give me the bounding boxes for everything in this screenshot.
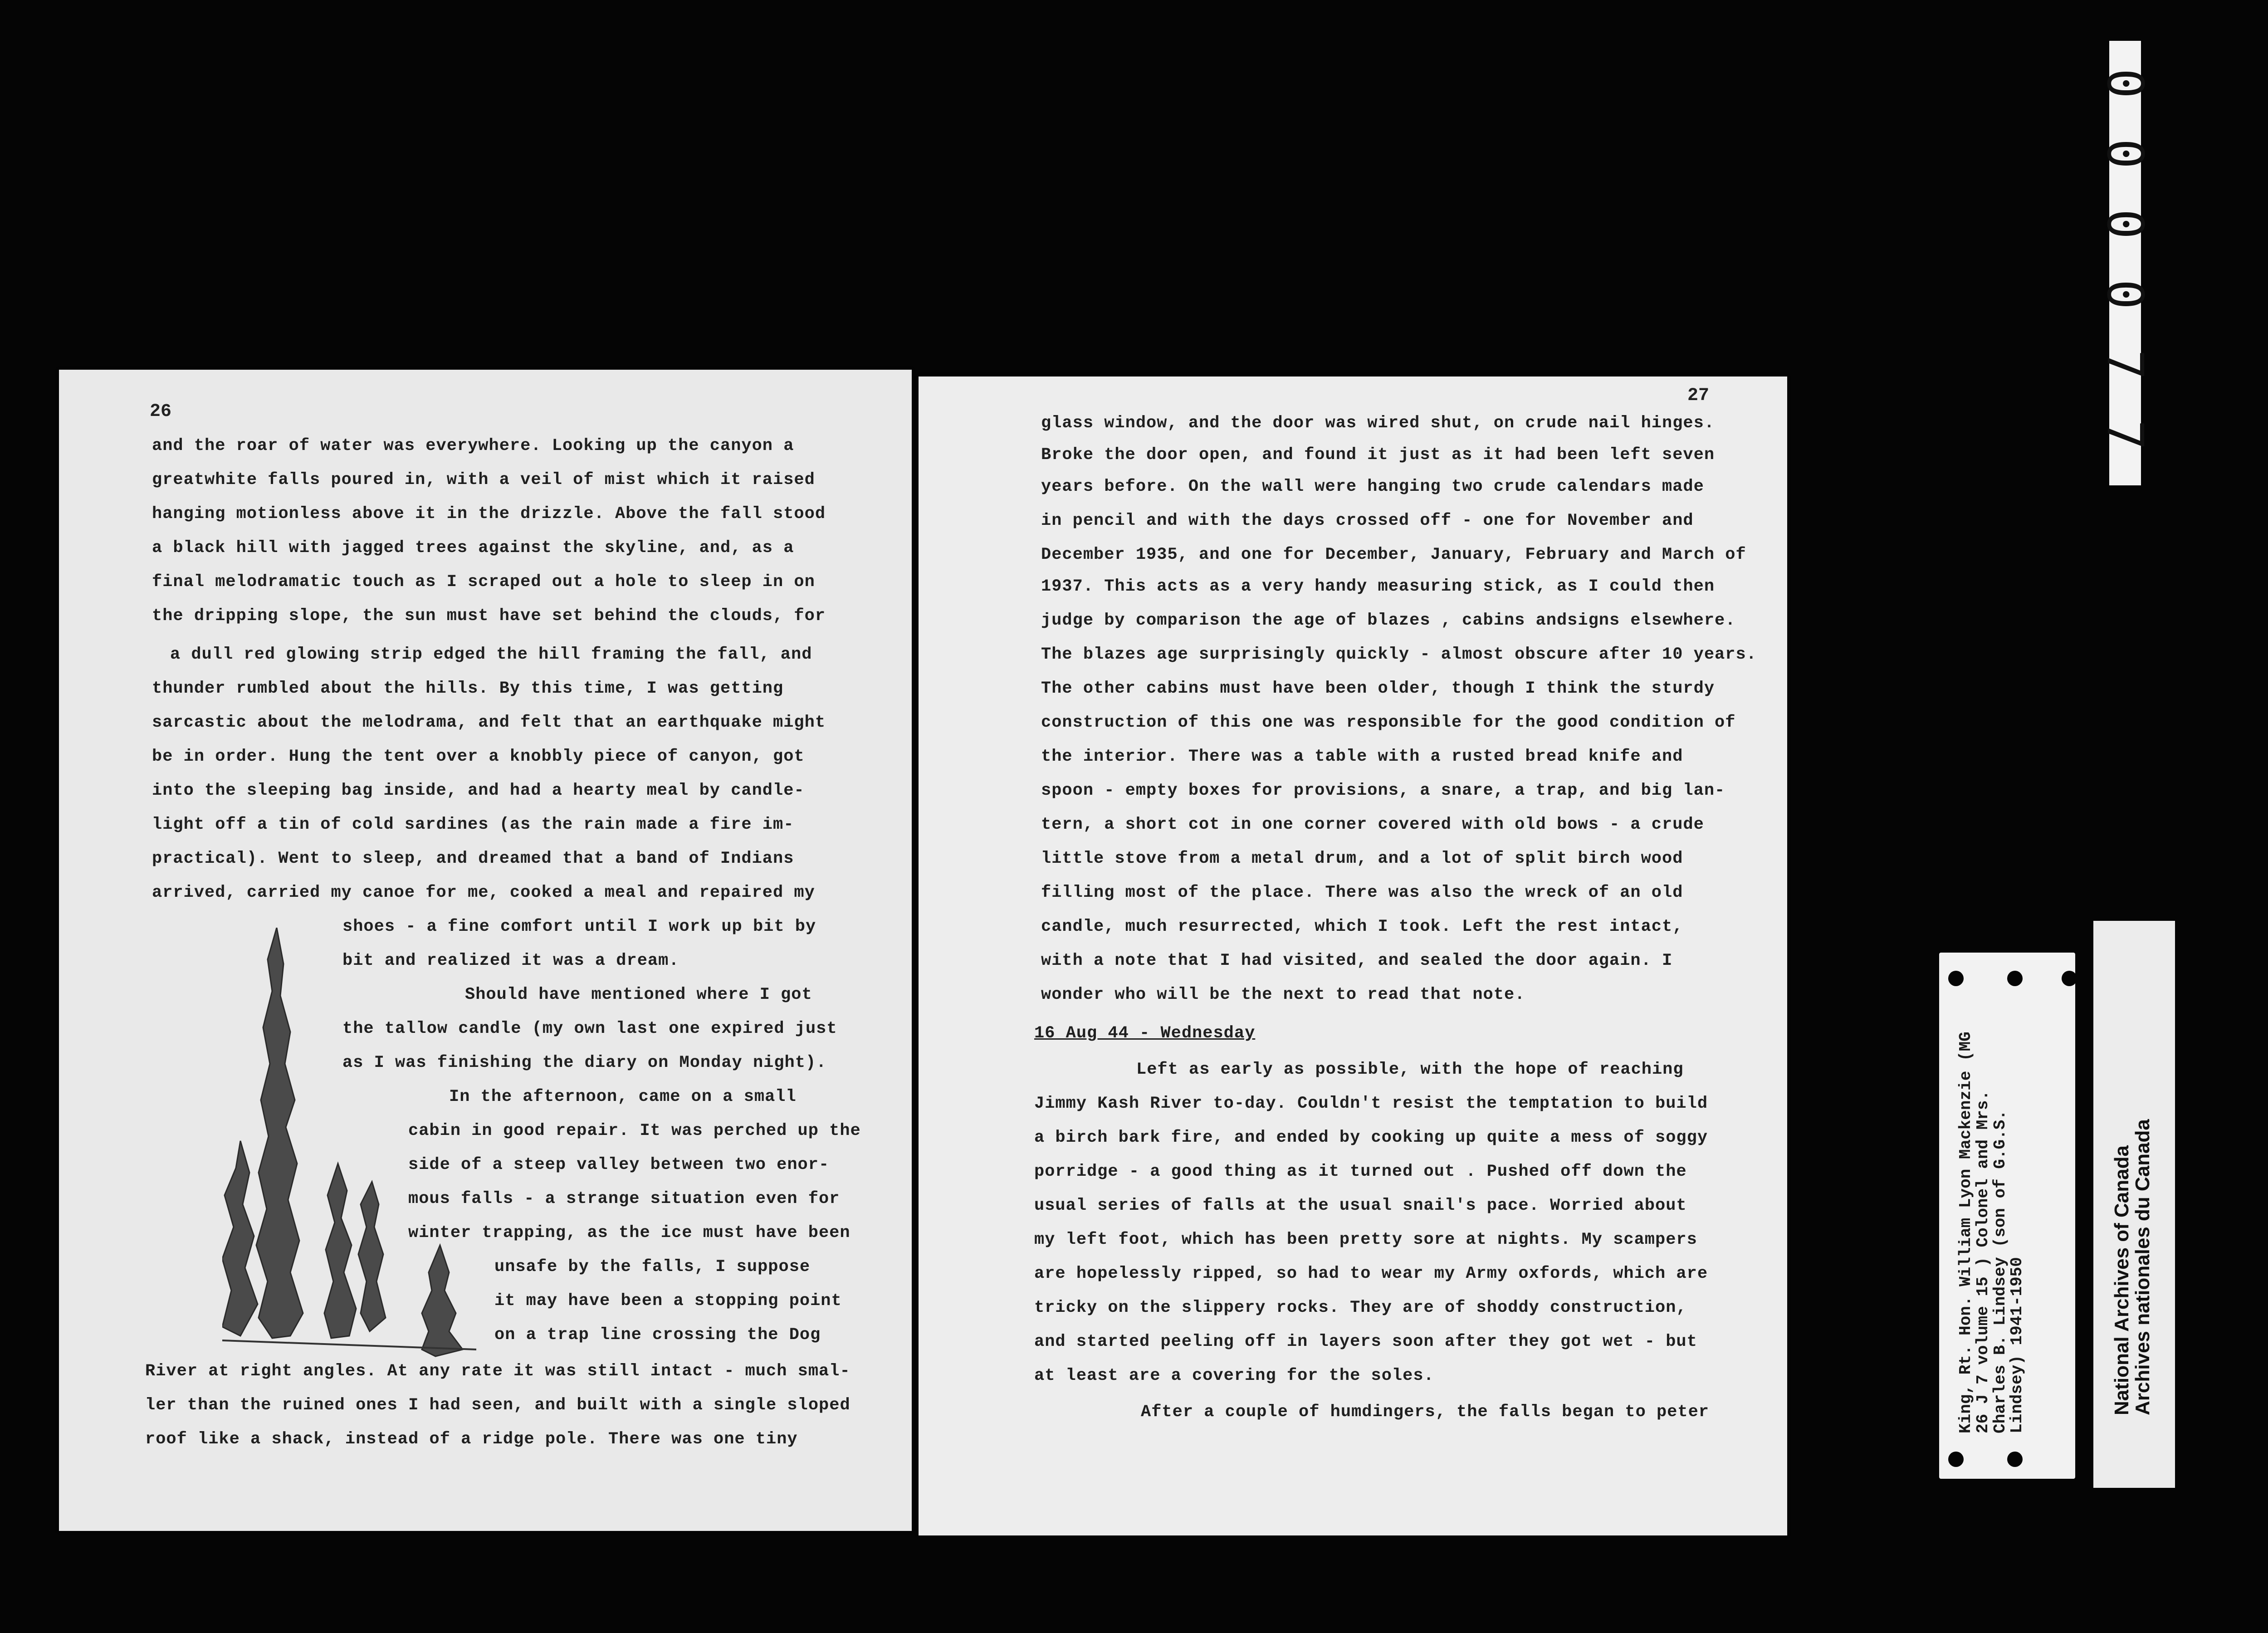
text-line: and the roar of water was everywhere. Looking up the canyon a	[152, 436, 794, 455]
catalog-line: 26 J 7 volume 15 ) Colonel and Mrs.	[1973, 1090, 1992, 1433]
text-line: ler than the ruined ones I had seen, and built with a single sloped	[145, 1396, 850, 1415]
text-line: thunder rumbled about the hills. By this time, I was getting	[152, 679, 784, 698]
text-line: with a note that I had visited, and sealed the door again. I	[1041, 951, 1673, 970]
text-line: candle, much resurrected, which I took. Left the rest intact,	[1041, 917, 1683, 936]
text-line: a birch bark fire, and ended by cooking up quite a mess of soggy	[1034, 1128, 1708, 1147]
text-line: cabin in good repair. It was perched up the	[408, 1121, 861, 1140]
tree-mid-small	[358, 1182, 386, 1331]
text-line: final melodramatic touch as I scraped out a hole to sleep in on	[152, 572, 815, 592]
text-line: greatwhite falls poured in, with a veil of mist which it raised	[152, 470, 815, 489]
text-line: practical). Went to sleep, and dreamed that a band of Indians	[152, 849, 794, 868]
text-line: 1937. This acts as a very handy measuring stick, as I could then	[1041, 577, 1715, 596]
text-line: Jimmy Kash River to-day. Couldn't resist the temptation to build	[1034, 1094, 1708, 1113]
diary-date-heading: 16 Aug 44 - Wednesday	[1034, 1024, 1256, 1043]
text-line: be in order. Hung the tent over a knobbly piece of canyon, got	[152, 747, 805, 766]
text-line: River at right angles. At any rate it was still intact - much smal-	[145, 1362, 850, 1381]
text-line: side of a steep valley between two enor-	[408, 1155, 830, 1174]
frame-digit: 0	[2096, 209, 2154, 240]
text-line: unsafe by the falls, I suppose	[494, 1257, 811, 1276]
frame-digit: 0	[2096, 279, 2154, 310]
catalog-line: Charles B. Lindsey (son of G.G.S.	[1990, 1110, 2009, 1433]
text-line: porridge - a good thing as it turned out . Pushed off down the	[1034, 1162, 1687, 1181]
archive-label-text	[2112, 962, 2153, 1415]
text-line: are hopelessly ripped, so had to wear my Army oxfords, which are	[1034, 1264, 1708, 1283]
text-line: at least are a covering for the soles.	[1034, 1366, 1434, 1385]
text-line: as I was finishing the diary on Monday night).	[342, 1053, 827, 1072]
text-line: Broke the door open, and found it just as it had been left seven	[1041, 445, 1715, 464]
frame-digit: 7	[2096, 420, 2154, 450]
tree-small	[422, 1245, 463, 1356]
archive-label	[2093, 921, 2175, 1488]
frame-digit: 7	[2096, 349, 2154, 380]
text-line: Left as early as possible, with the hope of reaching	[1136, 1060, 1684, 1079]
text-line: judge by comparison the age of blazes , cabins andsigns elsewhere.	[1041, 611, 1736, 630]
text-line: After a couple of humdingers, the falls began to peter	[1141, 1403, 1709, 1422]
text-line: filling most of the place. There was also the wreck of an old	[1041, 883, 1683, 902]
catalog-line: King, Rt. Hon. William Lyon Mackenzie (MG	[1956, 1032, 1975, 1433]
text-line: December 1935, and one for December, January, February and March of	[1041, 545, 1746, 564]
text-line: my left foot, which has been pretty sore at nights. My scampers	[1034, 1230, 1697, 1249]
frame-digit: 0	[2096, 138, 2154, 169]
tree-tall	[256, 928, 303, 1338]
text-line: a black hill with jagged trees against the skyline, and, as a	[152, 538, 794, 557]
text-line: The blazes age surprisingly quickly - almost obscure after 10 years.	[1041, 645, 1757, 664]
diary-page-left	[59, 370, 912, 1531]
text-line: usual series of falls at the usual snail's pace. Worried about	[1034, 1196, 1687, 1215]
archive-name-fr: Archives nationales du Canada	[2131, 1119, 2154, 1415]
text-line: on a trap line crossing the Dog	[494, 1325, 821, 1345]
text-line: In the afternoon, came on a small	[449, 1087, 797, 1106]
text-line: years before. On the wall were hanging two crude calendars made	[1041, 477, 1704, 496]
text-line: wonder who will be the next to read that note.	[1041, 985, 1525, 1004]
text-line: roof like a shack, instead of a ridge pole. There was one tiny	[145, 1430, 798, 1449]
text-line: the dripping slope, the sun must have set behind the clouds, for	[152, 606, 826, 626]
text-line: the interior. There was a table with a rusted bread knife and	[1041, 747, 1683, 766]
punch-hole	[2007, 1452, 2023, 1467]
text-line: the tallow candle (my own last one expired just	[342, 1019, 837, 1038]
text-line: a dull red glowing strip edged the hill framing the fall, and	[170, 645, 812, 664]
text-line: and started peeling off in layers soon after they got wet - but	[1034, 1332, 1697, 1351]
archive-name-en: National Archives of Canada	[2111, 1145, 2133, 1415]
text-line: in pencil and with the days crossed off - one for November and	[1041, 511, 1694, 530]
catalog-line: Lindsey) 1941-1950	[2008, 1257, 2027, 1433]
page-number: 26	[150, 401, 172, 422]
frame-digit: 0	[2096, 68, 2154, 99]
text-line: hanging motionless above it in the drizzle. Above the fall stood	[152, 504, 826, 523]
text-line: tern, a short cot in one corner covered with old bows - a crude	[1041, 815, 1704, 834]
text-line: sarcastic about the melodrama, and felt that an earthquake might	[152, 713, 826, 732]
page-number: 27	[1687, 386, 1710, 406]
text-line: bit and realized it was a dream.	[342, 951, 679, 970]
text-line: spoon - empty boxes for provisions, a snare, a trap, and big lan-	[1041, 781, 1725, 800]
diary-page-right	[919, 376, 1787, 1535]
text-line: arrived, carried my canoe for me, cooked a meal and repaired my	[152, 883, 815, 902]
catalog-text	[1957, 934, 2026, 1433]
text-line: into the sleeping bag inside, and had a hearty meal by candle-	[152, 781, 805, 800]
tree-middle	[324, 1164, 356, 1338]
text-line: it may have been a stopping point	[494, 1291, 842, 1310]
text-line: construction of this one was responsible for the good condition of	[1041, 713, 1736, 732]
frame-number-strip	[2096, 41, 2154, 485]
text-line: light off a tin of cold sardines (as the rain made a fire im-	[152, 815, 794, 834]
text-line: little stove from a metal drum, and a lot of split birch wood	[1041, 849, 1683, 868]
punch-hole	[2062, 971, 2077, 986]
text-line: shoes - a fine comfort until I work up bit by	[342, 917, 816, 936]
text-line: mous falls - a strange situation even for	[408, 1189, 840, 1208]
text-line: Should have mentioned where I got	[465, 985, 812, 1004]
catalog-tag	[1939, 953, 2075, 1479]
text-line: winter trapping, as the ice must have been	[408, 1223, 850, 1242]
tree-left	[222, 1141, 258, 1336]
text-line: tricky on the slippery rocks. They are of shoddy construction,	[1034, 1298, 1687, 1317]
text-line: The other cabins must have been older, though I think the sturdy	[1041, 679, 1715, 698]
text-line: glass window, and the door was wired shut, on crude nail hinges.	[1041, 414, 1715, 433]
punch-hole	[1948, 1452, 1964, 1467]
